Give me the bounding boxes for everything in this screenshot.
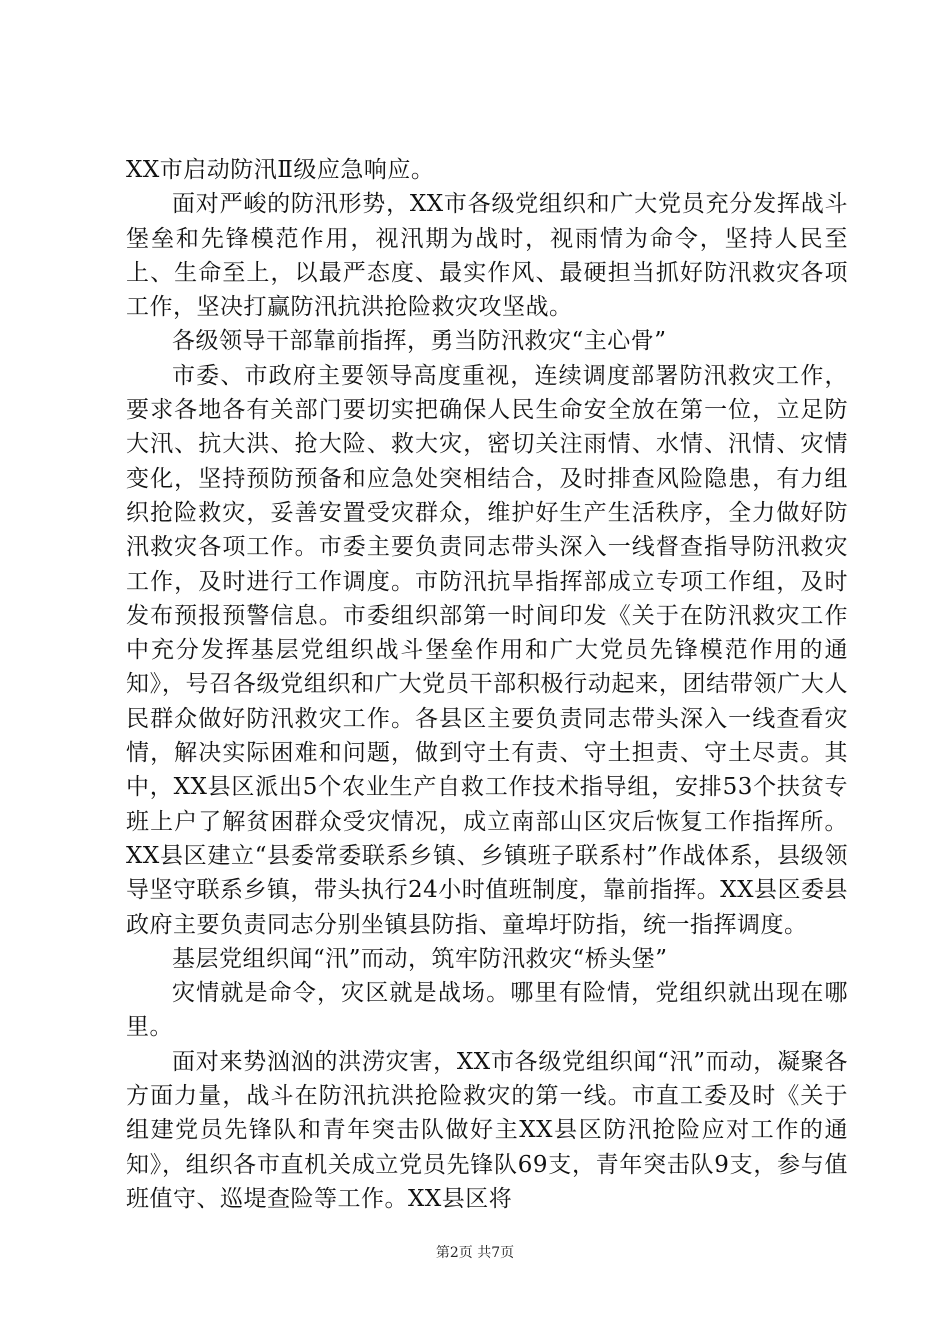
paragraph-party-response: 面对来势汹汹的洪涝灾害，XX市各级党组织闻“汛”而动，凝聚各方面力量，战斗在防汛抗洪抢险救灾的第一线。市直工委及时《关于组建党员先锋队和青年突击队做好主XX县区防汛抢险应对工作的通知》，组织各市直机关成立党员先锋队69支，青年突击队9支，参与值班值守、巡堤查险等工作。XX县区将 (126, 1048, 848, 1212)
section-heading-grassroots: 基层党组织闻“汛”而动，筑牢防汛救灾“桥头堡” (172, 945, 668, 972)
page-number: 第2页 共7页 (435, 1245, 515, 1261)
paragraph-disaster-command: 灾情就是命令，灾区就是战场。哪里有险情，党组织就出现在哪里。 (126, 980, 848, 1041)
paragraph-leadership-deployment: 市委、市政府主要领导高度重视，连续调度部署防汛救灾工作，要求各地各有关部门要切实把确保人民生命安全放在第一位，立足防大汛、抗大洪、抢大险、救大灾，密切关注雨情、水情、汛情、灾情变化，坚持预防预备和应急处突相结合，及时排查风险隐患，有力组织抢险救灾，妥善安置受灾群众，维护好生产生活秩序，全力做好防汛救灾各项工作。市委主要负责同志带头深入一线督查指导防汛救灾工作，及时进行工作调度。市防汛抗旱指挥部成立专项工作组，及时发布预报预警信息。市委组织部第一时间印发《关于在防汛救灾工作中充分发挥基层党组织战斗堡垒作用和广大党员先锋模范作用的通知》，号召各级党组织和广大党员干部积极行动起来，团结带领广大人民群众做好防汛救灾工作。各县区主要负责同志带头深入一线查看灾情，解决实际困难和问题，做到守土有责、守土担责、守土尽责。其中，XX县区派出5个农业生产自救工作技术指导组，安排53个扶贫专班上户了解贫困群众受灾情况，成立南部山区灾后恢复工作指挥所。XX县区建立“县委常委联系乡镇、乡镇班子联系村”作战体系，县级领导坚守联系乡镇，带头执行24小时值班制度，靠前指挥。XX县区委县政府主要负责同志分别坐镇县防指、童埠圩防指，统一指挥调度。 (126, 362, 849, 938)
document-body (126, 153, 848, 1216)
section-heading-leadership: 各级领导干部靠前指挥，勇当防汛救灾“主心骨” (172, 328, 667, 355)
paragraph-flood-situation: 面对严峻的防汛形势，XX市各级党组织和广大党员充分发挥战斗堡垒和先锋模范作用，视汛期为战时，视雨情为命令，坚持人民至上、生命至上，以最严态度、最实作风、最硬担当抓好防汛救灾各项工作，坚决打赢防汛抗洪抢险救灾攻坚战。 (126, 191, 848, 321)
paragraph-continued: XX市启动防汛Ⅱ级应急响应。 (126, 157, 435, 183)
page-footer (0, 1244, 950, 1262)
